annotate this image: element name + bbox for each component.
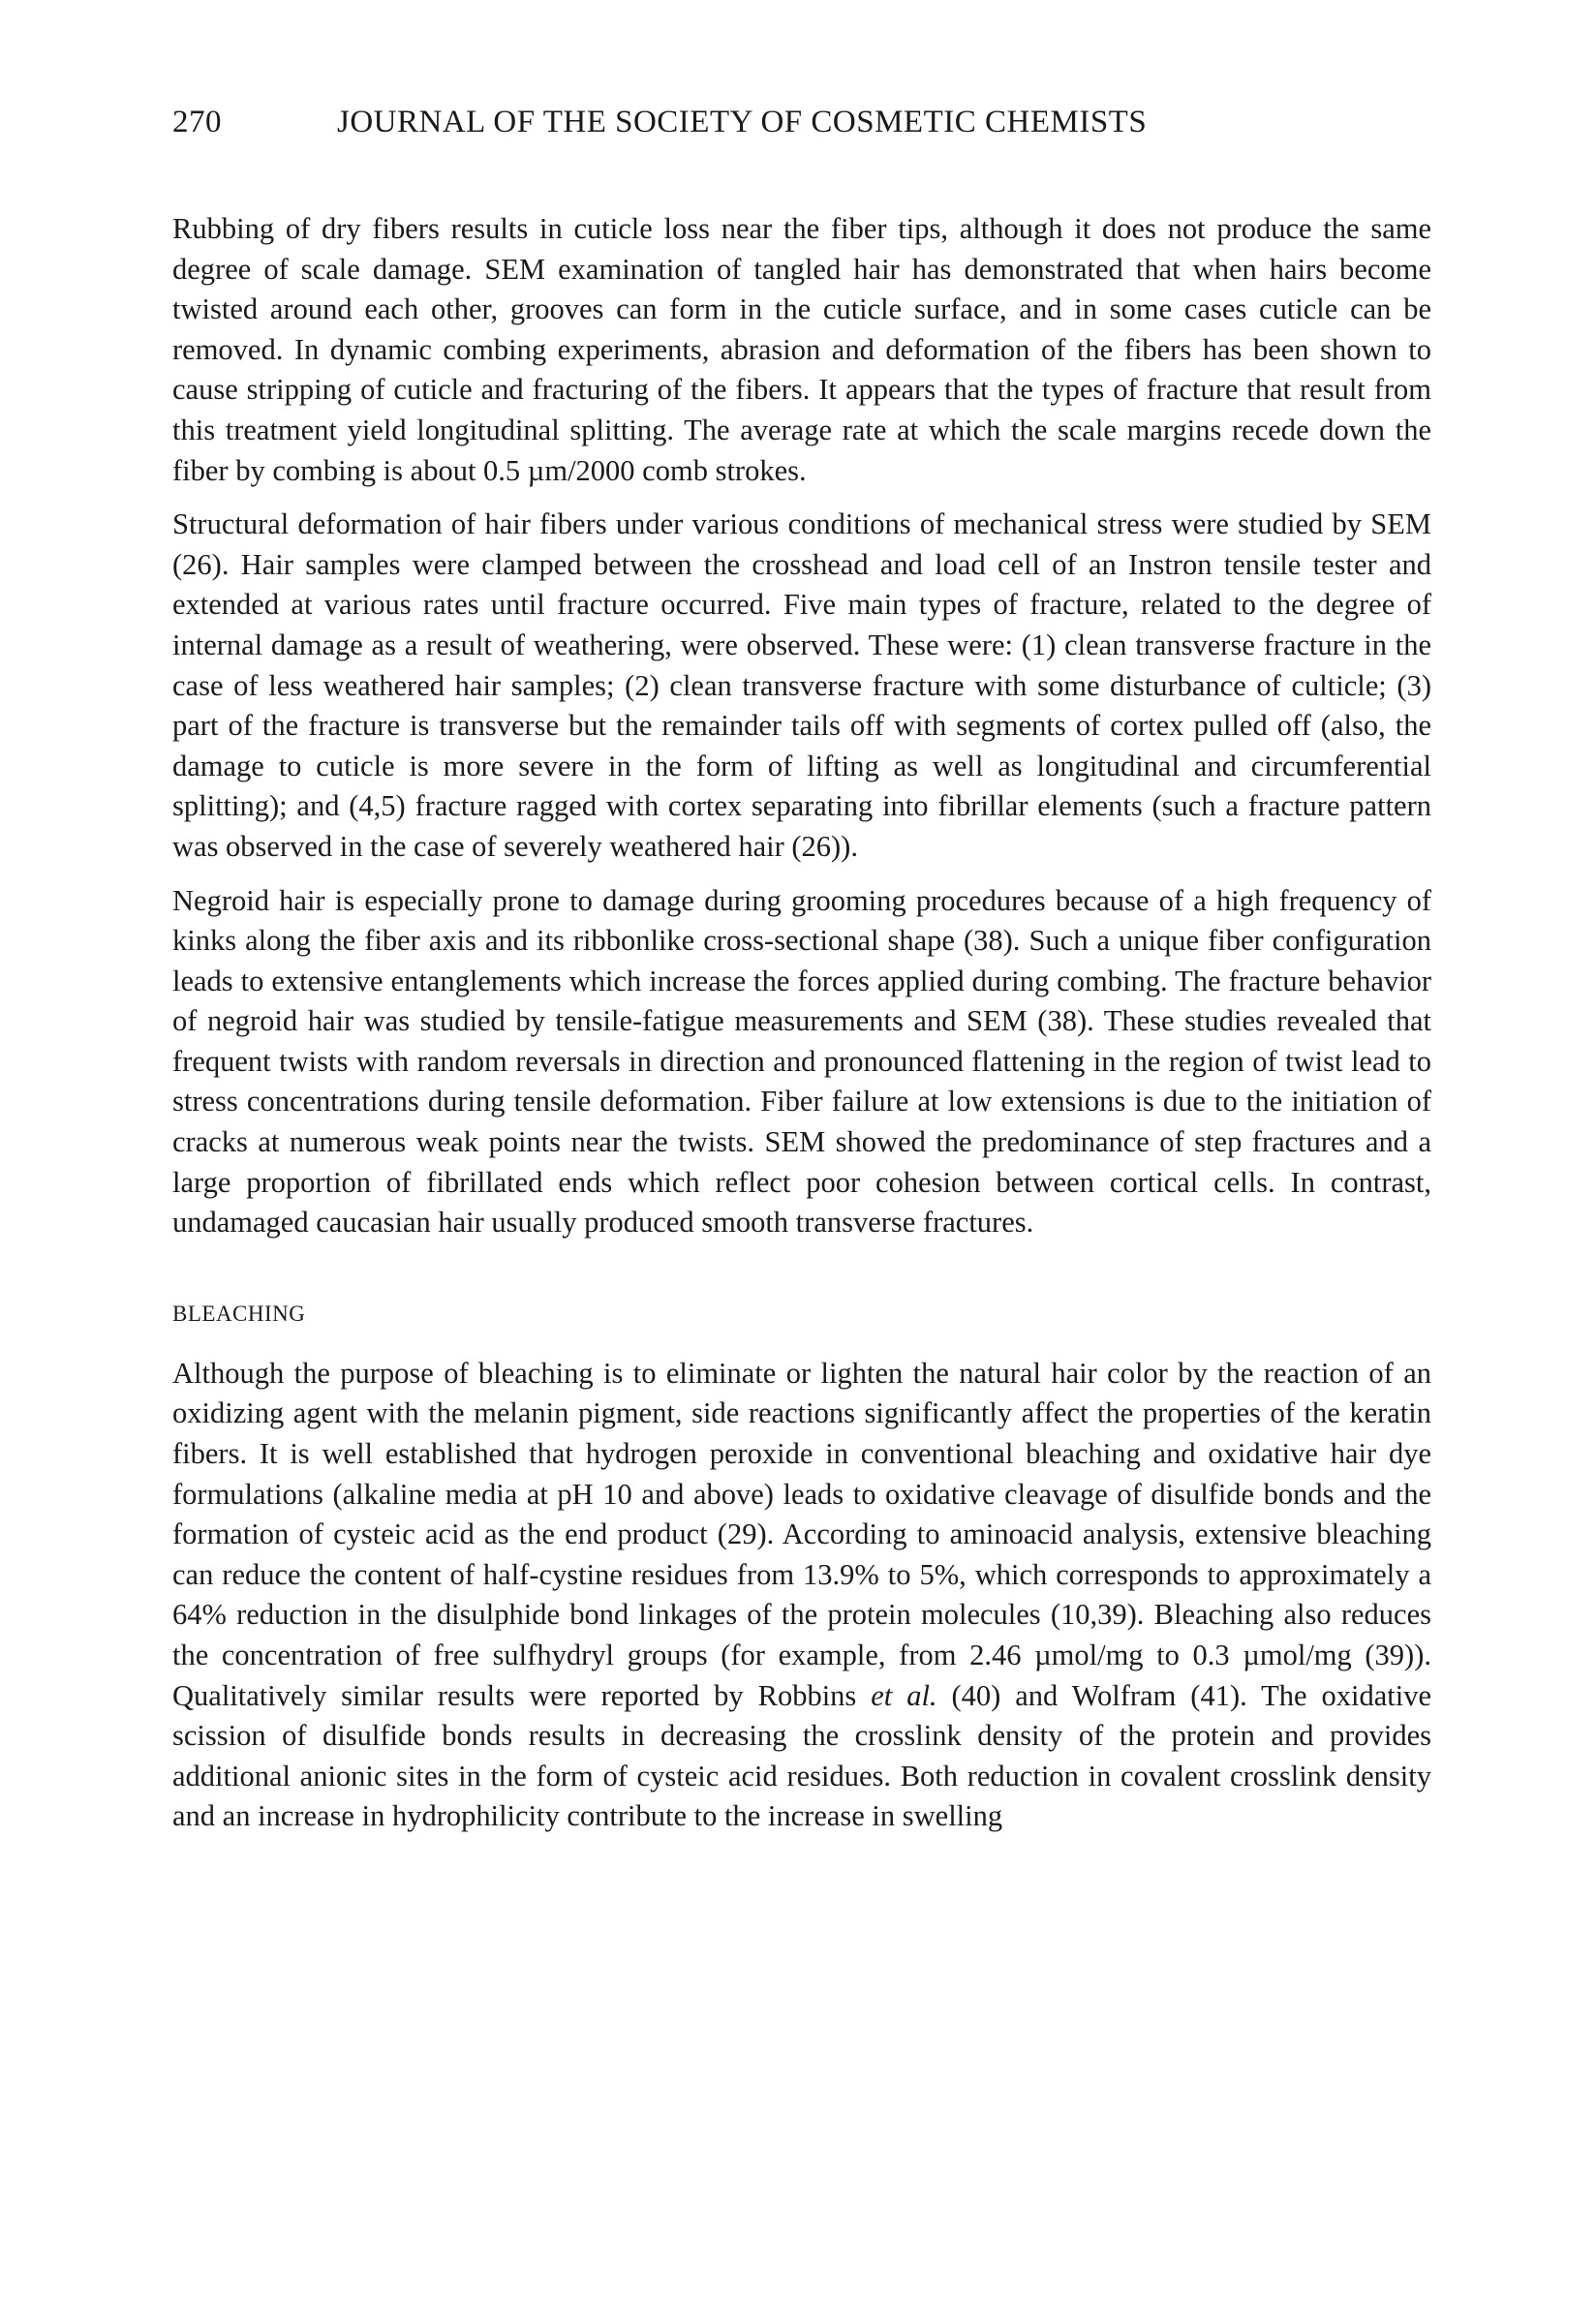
et-al-italic: et al. — [871, 1678, 937, 1712]
journal-title: JOURNAL OF THE SOCIETY OF COSMETIC CHEMISTS — [337, 105, 1148, 139]
paragraph-negroid-hair: Negroid hair is especially prone to damage during grooming procedures because of a high frequency of kinks along the fiber axis and its ribbonlike cross-sectional shape (38). Such a unique fiber configuration leads to extensive entanglements which increase the forces applied during combing. The fracture behavior of negroid hair was studied by tensile-fatigue measurements and SEM (38). These studies revealed that frequent twists with random reversals in direction and pronounced flattening in the region of twist lead to stress concentrations during tensile deformation. Fiber failure at low extensions is due to the initiation of cracks at numerous weak points near the twists. SEM showed the predominance of step fractures and a large proportion of fibrillated ends which reflect poor cohesion between cortical cells. In contrast, undamaged caucasian hair usually produced smooth transverse fractures. — [172, 883, 1431, 1240]
paragraph-structural-deformation: Structural deformation of hair fibers under various conditions of mechanical stress were studied by SEM (26). Hair samples were clamped between the crosshead and load cell of an Instron tensile tester and extended at various rates until fracture occurred. Five main types of fracture, related to the degree of internal damage as a result of weathering, were observed. These were: (1) clean transverse fracture in the case of less weathered hair samples; (2) clean transverse fracture with some disturbance of culticle; (3) part of the fracture is transverse but the remainder tails off with segments of cortex pulled off (also, the damage to cuticle is more severe in the form of lifting as well as longitudinal and circumferential splitting); and (4,5) fracture ragged with cortex separating into fibrillar elements (such a fracture pattern was observed in the case of severely weathered hair (26)). — [172, 507, 1431, 863]
section-heading-bleaching: BLEACHING — [172, 1301, 306, 1326]
paragraph-cuticle-loss: Rubbing of dry fibers results in cuticle loss near the fiber tips, although it does not produce the same degree of scale damage. SEM examination of tangled hair has demonstrated that when hairs become twisted around each other, grooves can form in the cuticle surface, and in some cases cuticle can be removed. In dynamic combing experiments, abrasion and deformation of the fibers has been shown to cause stripping of cuticle and fracturing of the fibers. It appears that the types of fracture that result from this treatment yield longitudinal splitting. The average rate at which the scale margins recede down the fiber by combing is about 0.5 µm/2000 comb strokes. — [172, 212, 1431, 487]
page-number: 270 — [172, 105, 222, 139]
running-head — [172, 105, 1431, 153]
body-text — [172, 209, 1431, 1851]
paragraph-bleaching — [172, 1354, 1431, 1837]
bleaching-text-part-2: (40) and Wolfram (41). The oxidative scission of disulfide bonds results in decreasing the crosslink density of the protein and provides additional anionic sites in the form of cysteic acid residues. Both reduction in covalent crosslink density and an increase in hydrophilicity contribute to the increase in swelling — [172, 1678, 1431, 1833]
bleaching-text-part-1: Although the purpose of bleaching is to eliminate or lighten the natural hair color by the reaction of an oxidizing agent with the melanin pigment, side reactions significantly affect the properties of the keratin fibers. It is well established that hydrogen peroxide in conventional bleaching and oxidative hair dye formulations (alkaline media at pH 10 and above) leads to oxidative cleavage of disulfide bonds and the formation of cysteic acid as the end product (29). According to aminoacid analysis, extensive bleaching can reduce the content of half-cystine residues from 13.9% to 5%, which corresponds to approximately a 64% reduction in the disulphide bond linkages of the protein molecules (10,39). Bleaching also reduces the concentration of free sulfhydryl groups (for example, from 2.46 µmol/mg to 0.3 µmol/mg (39)). Qualitatively similar results were reported by Robbins — [172, 1356, 1431, 1712]
